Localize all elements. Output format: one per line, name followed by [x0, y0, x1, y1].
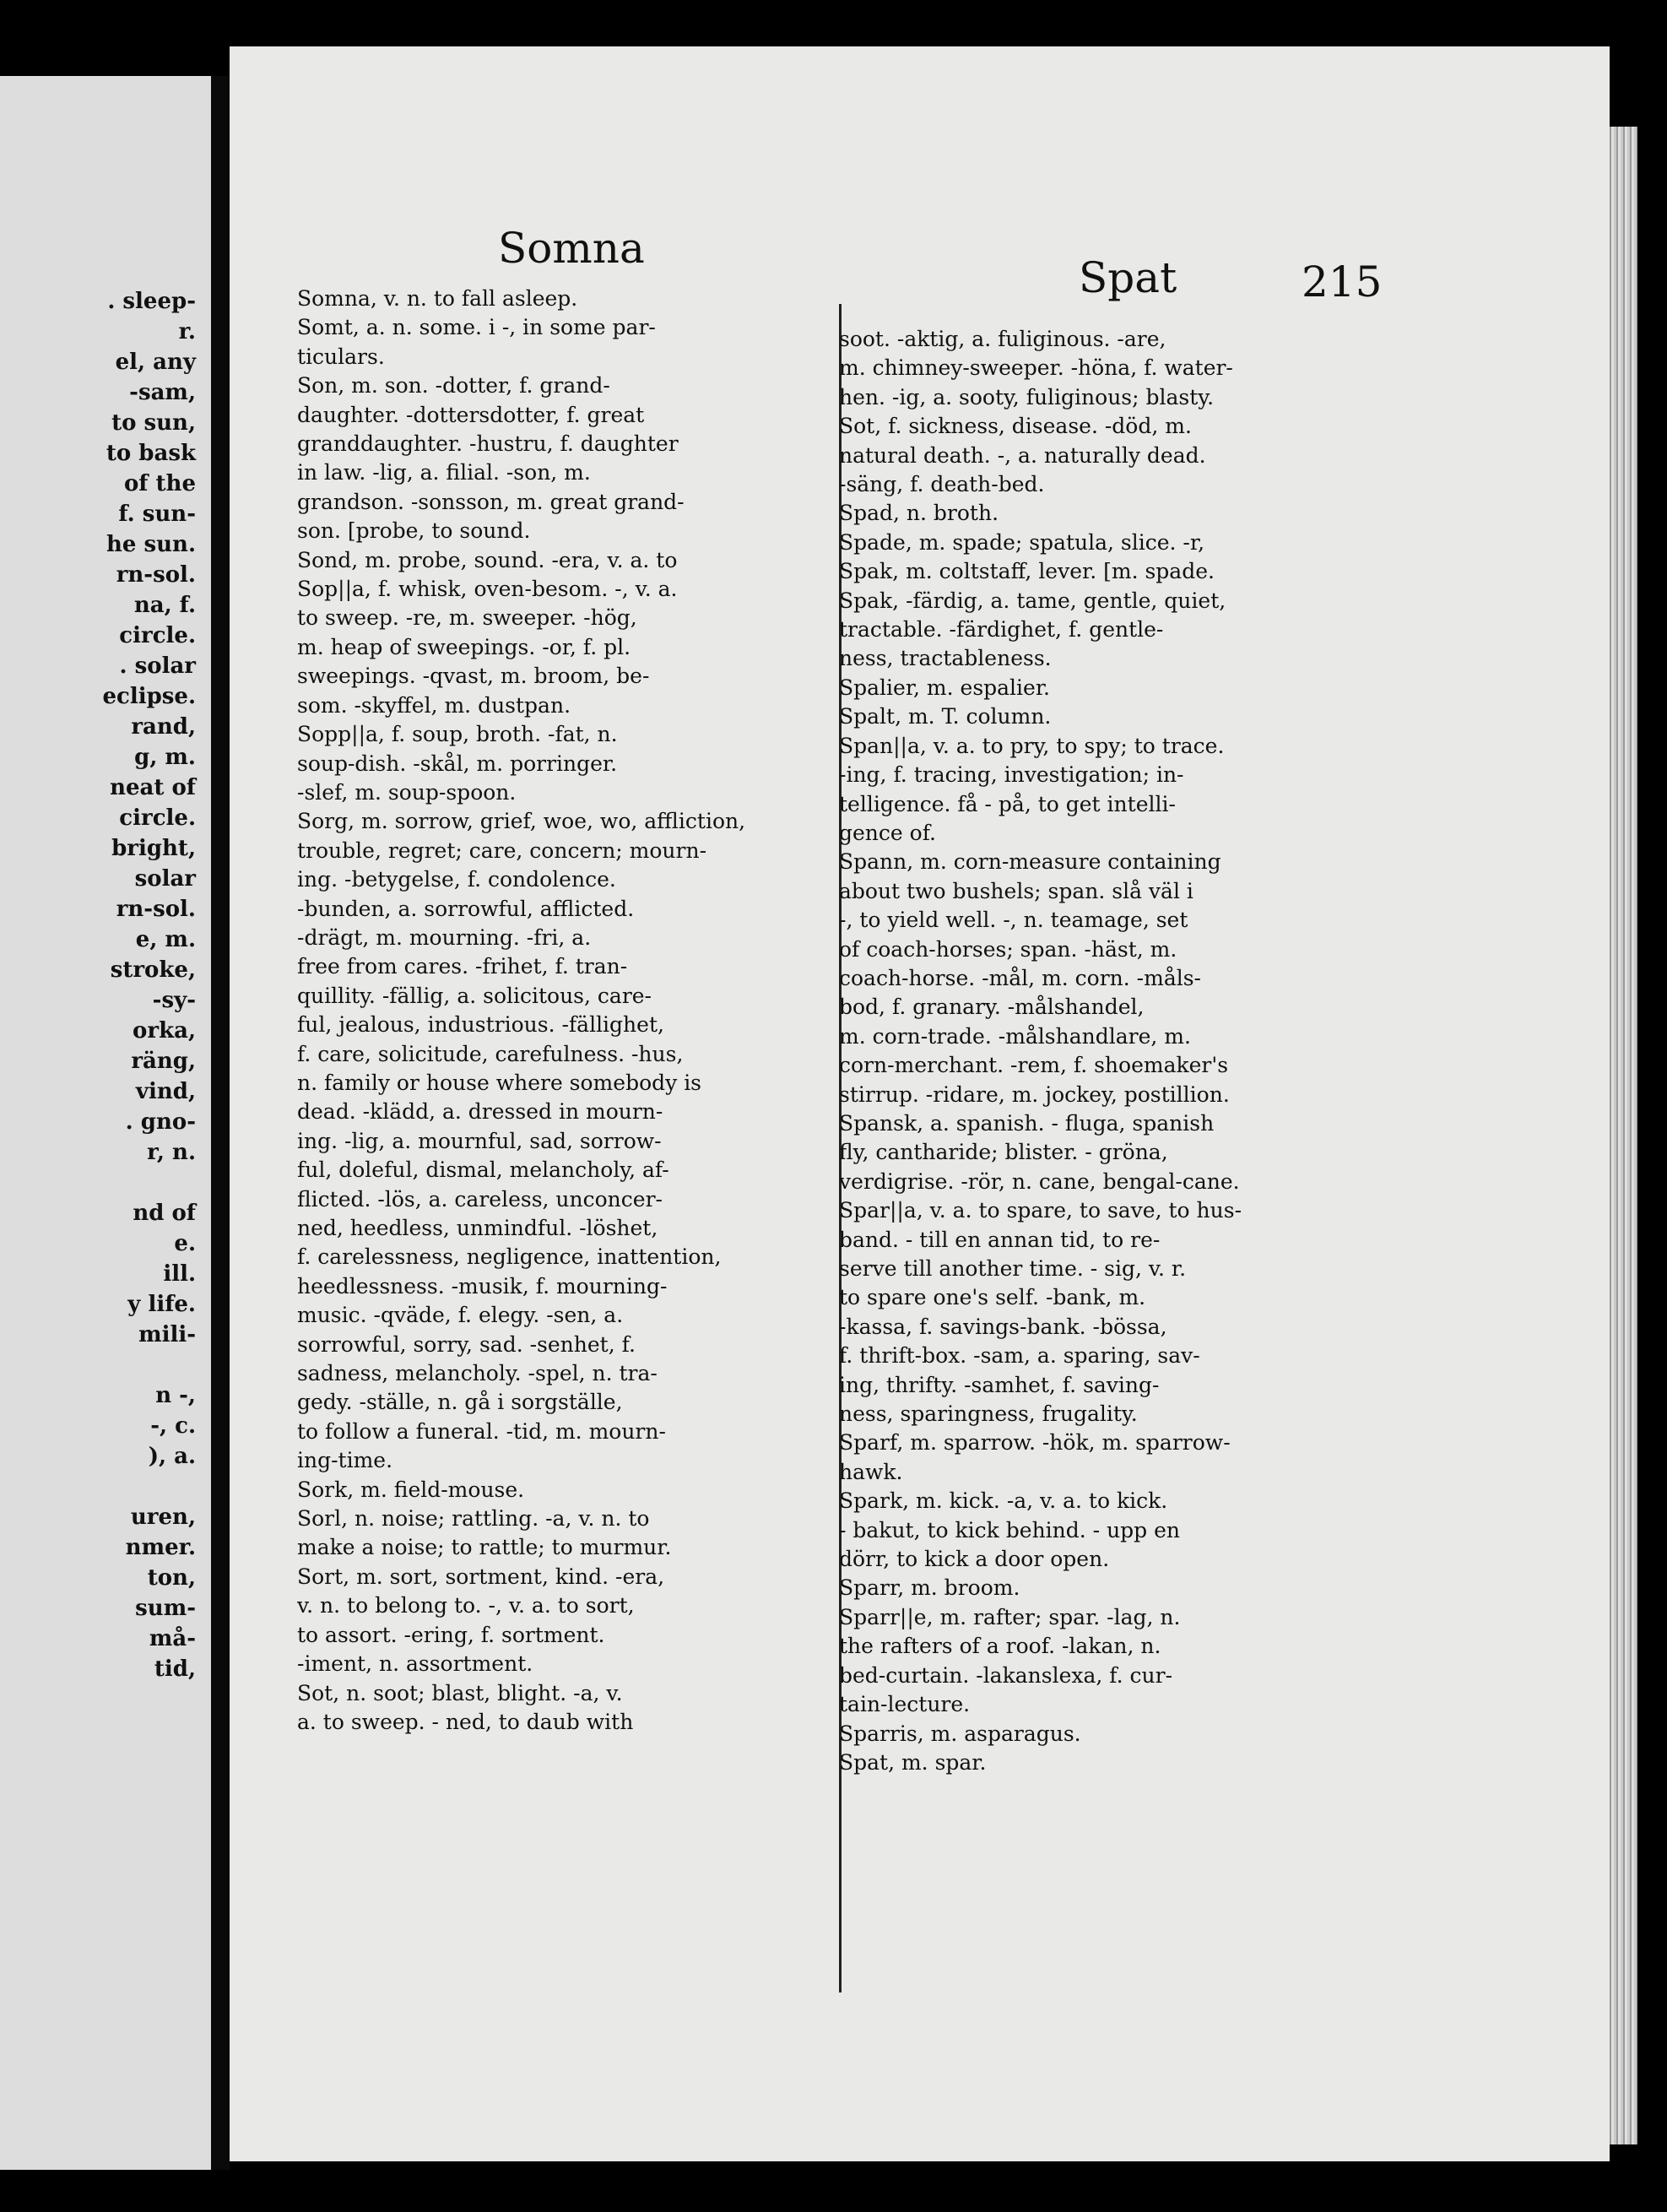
fragment-line: sum- [135, 1596, 196, 1621]
fragment-line: n -, [155, 1383, 196, 1408]
entry-line: soot. -aktig, a. fuliginous. -are, [839, 327, 1166, 351]
entry-line: gence of. [839, 820, 937, 845]
left-page [0, 76, 211, 2170]
fragment-line: tid, [154, 1656, 196, 1682]
entry-line: Sork, m. field-mouse. [297, 1477, 525, 1502]
fragment-line: . solar [119, 653, 196, 679]
entry-line: Sparr, m. broom. [839, 1575, 1020, 1601]
book-gutter [211, 76, 230, 2170]
entry-line: make a noise; to rattle; to murmur. [297, 1535, 672, 1560]
entry-line: band. - till en annan tid, to re- [839, 1227, 1161, 1252]
fragment-line: -, c. [150, 1413, 196, 1439]
fragment-line: räng, [131, 1049, 196, 1074]
entry-line: to follow a funeral. -tid, m. mourn- [297, 1418, 666, 1444]
entry-line: Sparf, m. sparrow. -hök, m. sparrow- [839, 1430, 1231, 1456]
left-column [297, 285, 825, 1737]
entry-line: ned, heedless, unmindful. -löshet, [297, 1216, 658, 1240]
fragment-line: uren, [130, 1504, 196, 1530]
entry-line: to assort. -ering, f. sortment. [297, 1622, 605, 1647]
fragment-line: g, m. [134, 745, 196, 770]
entry-line: Sparr||e, m. rafter; spar. -lag, n. [839, 1604, 1181, 1629]
entry-line: ful, doleful, dismal, melancholy, af- [297, 1158, 669, 1183]
fragment-line: of the [123, 471, 196, 496]
entry-line: granddaughter. -hustru, f. daughter [297, 431, 679, 457]
entry-line: Spat, m. spar. [839, 1749, 987, 1775]
fragment-line: circle. [119, 623, 196, 648]
fragment-line: nd of [133, 1201, 196, 1226]
entry-line: f. thrift-box. -sam, a. sparing, sav- [839, 1343, 1200, 1369]
entry-line: ing. -betygelse, f. condolence. [297, 867, 616, 892]
entry-line: hen. -ig, a. sooty, fuliginous; blasty. [839, 384, 1215, 409]
entry-line: hawk. [839, 1459, 903, 1484]
entry-line: Sot, f. sickness, disease. -död, m. [839, 414, 1192, 439]
entry-line: Sorl, n. noise; rattling. -a, v. n. to [297, 1506, 650, 1532]
entry-line: Spak, -färdig, a. tame, gentle, quiet, [839, 588, 1226, 613]
entry-line: daughter. -dottersdotter, f. great [297, 402, 645, 427]
entry-line: gedy. -ställe, n. gå i sorgställe, [297, 1390, 623, 1415]
entry-line: ing-time. [297, 1448, 393, 1473]
entry-line: a. to sweep. - ned, to daub with [297, 1709, 634, 1734]
entry-line: sweepings. -qvast, m. broom, be- [297, 664, 650, 689]
entry-line: -drägt, m. mourning. -fri, a. [297, 924, 592, 950]
entry-line: m. heap of sweepings. -or, f. pl. [297, 634, 631, 659]
entry-line: stirrup. -ridare, m. jockey, postillion. [839, 1082, 1230, 1107]
fragment-line: stroke, [110, 957, 196, 983]
entry-line: natural death. -, a. naturally dead. [839, 442, 1206, 468]
entry-line: n. family or house where somebody is [297, 1070, 702, 1095]
dictionary-page [230, 46, 1610, 2161]
entry-line: heedlessness. -musik, f. mourning- [297, 1273, 668, 1298]
fragment-line: ill. [163, 1261, 196, 1287]
fragment-line: rand, [131, 714, 196, 740]
entry-line: tain-lecture. [839, 1692, 971, 1717]
entry-line: corn-merchant. -rem, f. shoemaker's [839, 1053, 1229, 1078]
entry-line: grandson. -sonsson, m. great grand- [297, 489, 685, 514]
entry-line: v. n. to belong to. -, v. a. to sort, [297, 1593, 635, 1618]
entry-line: coach-horse. -mål, m. corn. -måls- [839, 965, 1202, 990]
entry-line: m. corn-trade. -målshandlare, m. [839, 1023, 1191, 1049]
entry-line: bod, f. granary. -målshandel, [839, 995, 1145, 1020]
fragment-line: e. [174, 1231, 196, 1256]
entry-line: ing, thrifty. -samhet, f. saving- [839, 1372, 1160, 1397]
fragment-line: . gno- [125, 1109, 196, 1135]
entry-line: Spalt, m. T. column. [839, 704, 1052, 729]
entry-line: to sweep. -re, m. sweeper. -hög, [297, 605, 637, 631]
entry-line: Spad, n. broth. [839, 501, 999, 526]
entry-line: flicted. -lös, a. careless, unconcer- [297, 1186, 663, 1212]
running-head-left: Somna [498, 224, 645, 273]
fragment-line: . sleep- [107, 289, 196, 314]
entry-line: Sot, n. soot; blast, blight. -a, v. [297, 1680, 623, 1705]
entry-line: ness, sparingness, frugality. [839, 1401, 1138, 1427]
entry-line: verdigrise. -rör, n. cane, bengal-cane. [839, 1168, 1240, 1194]
entry-line: Spade, m. spade; spatula, slice. -r, [839, 529, 1205, 555]
entry-line: son. [probe, to sound. [297, 518, 531, 544]
fragment-line: y life. [127, 1292, 196, 1317]
fragment-line: må- [149, 1626, 196, 1651]
entry-line: -bunden, a. sorrowful, afflicted. [297, 896, 635, 921]
entry-line: f. care, solicitude, carefulness. -hus, [297, 1041, 684, 1066]
fragment-line: ton, [147, 1565, 196, 1591]
entry-line: fly, cantharide; blister. - gröna, [839, 1140, 1168, 1165]
entry-line: Spark, m. kick. -a, v. a. to kick. [839, 1488, 1168, 1514]
entry-line: -kassa, f. savings-bank. -bössa, [839, 1314, 1167, 1339]
entry-line: Spar||a, v. a. to spare, to save, to hus- [839, 1198, 1242, 1223]
entry-line: dörr, to kick a door open. [839, 1547, 1110, 1572]
entry-line: Sop||a, f. whisk, oven-besom. -, v. a. [297, 577, 678, 602]
entry-line: Span||a, v. a. to pry, to spy; to trace. [839, 733, 1225, 758]
entry-line: music. -qväde, f. elegy. -sen, a. [297, 1303, 624, 1328]
fragment-line: to bask [106, 441, 196, 466]
fragment-line: r. [178, 319, 196, 344]
entry-line: m. chimney-sweeper. -höna, f. water- [839, 355, 1233, 381]
fragment-line: -sy- [152, 988, 196, 1013]
right-column [839, 325, 1434, 1777]
fragment-line: r, n. [147, 1140, 196, 1165]
entry-line: quillity. -fällig, a. solicitous, care- [297, 983, 652, 1008]
fragment-line: to sun, [111, 410, 196, 436]
entry-line: Son, m. son. -dotter, f. grand- [297, 373, 610, 398]
fragment-line: el, any [115, 350, 196, 375]
fragment-line: f. sun- [118, 501, 196, 527]
fragment-line: nmer. [125, 1535, 196, 1560]
entry-line: sadness, melancholy. -spel, n. tra- [297, 1361, 658, 1386]
fragment-line: vind, [135, 1079, 196, 1104]
entry-line: in law. -lig, a. filial. -son, m. [297, 460, 591, 485]
fragment-line: na, f. [133, 593, 196, 618]
entry-line: -, to yield well. -, n. teamage, set [839, 908, 1188, 933]
entry-line: tractable. -färdighet, f. gentle- [839, 617, 1164, 642]
entry-line: ful, jealous, industrious. -fällighet, [297, 1012, 664, 1038]
entry-line: Sparris, m. asparagus. [839, 1721, 1081, 1746]
fragment-line: circle. [119, 805, 196, 831]
running-head-right: Spat [1079, 253, 1177, 302]
entry-line: trouble, regret; care, concern; mourn- [297, 838, 707, 863]
entry-line: -slef, m. soup-spoon. [297, 779, 517, 805]
entry-line: som. -skyffel, m. dustpan. [297, 692, 571, 718]
entry-line: telligence. få - på, to get intelli- [839, 791, 1176, 816]
fragment-line: -sam, [129, 380, 196, 405]
fragment-line: he sun. [106, 532, 196, 557]
entry-line: -iment, n. assortment. [297, 1651, 533, 1677]
entry-line: Sond, m. probe, sound. -era, v. a. to [297, 547, 678, 572]
entry-line: about two bushels; span. slå väl i [839, 878, 1193, 903]
fragment-line: neat of [110, 775, 196, 800]
fragment-line: e, m. [135, 927, 196, 952]
fragment-line: bright, [111, 836, 196, 861]
entry-line: - bakut, to kick behind. - upp en [839, 1517, 1181, 1542]
entry-line: ing. -lig, a. mournful, sad, sorrow- [297, 1128, 662, 1153]
entry-line: Spalier, m. espalier. [839, 675, 1050, 700]
entry-line: Somna, v. n. to fall asleep. [297, 286, 578, 311]
entry-line: f. carelessness, negligence, inattention, [297, 1244, 722, 1270]
fragment-line: ), a. [148, 1444, 196, 1469]
entry-line: soup-dish. -skål, m. porringer. [297, 751, 618, 776]
entry-line: sorrowful, sorry, sad. -senhet, f. [297, 1331, 636, 1357]
fragment-line: mili- [138, 1322, 196, 1347]
entry-line: Somt, a. n. some. i -, in some par- [297, 315, 656, 340]
entry-line: dead. -klädd, a. dressed in mourn- [297, 1099, 663, 1125]
entry-line: -säng, f. death-bed. [839, 472, 1045, 497]
fragment-line: eclipse. [102, 684, 196, 709]
entry-line: Spak, m. coltstaff, lever. [m. spade. [839, 559, 1215, 584]
entry-line: Sorg, m. sorrow, grief, woe, wo, affliction, [297, 809, 746, 834]
entry-line: ness, tractableness. [839, 646, 1052, 671]
entry-line: -ing, f. tracing, investigation; in- [839, 762, 1184, 788]
fragment-line: solar [134, 866, 196, 892]
entry-line: Sort, m. sort, sortment, kind. -era, [297, 1564, 665, 1589]
entry-line: to spare one's self. -bank, m. [839, 1285, 1146, 1310]
entry-line: ticulars. [297, 344, 385, 369]
entry-line: Spansk, a. spanish. - fluga, spanish [839, 1110, 1215, 1136]
entry-line: the rafters of a roof. -lakan, n. [839, 1634, 1161, 1659]
fragment-line: rn-sol. [116, 562, 196, 588]
entry-line: bed-curtain. -lakanslexa, f. cur- [839, 1662, 1173, 1688]
entry-line: serve till another time. - sig, v. r. [839, 1256, 1187, 1281]
entry-line: of coach-horses; span. -häst, m. [839, 936, 1177, 962]
entry-line: Spann, m. corn-measure containing [839, 849, 1221, 875]
page-number: 215 [1302, 258, 1383, 306]
entry-line: free from cares. -frihet, f. tran- [297, 954, 628, 979]
fragment-line: rn-sol. [116, 897, 196, 922]
fragment-line: orka, [133, 1018, 196, 1044]
entry-line: Sopp||a, f. soup, broth. -fat, n. [297, 722, 618, 747]
